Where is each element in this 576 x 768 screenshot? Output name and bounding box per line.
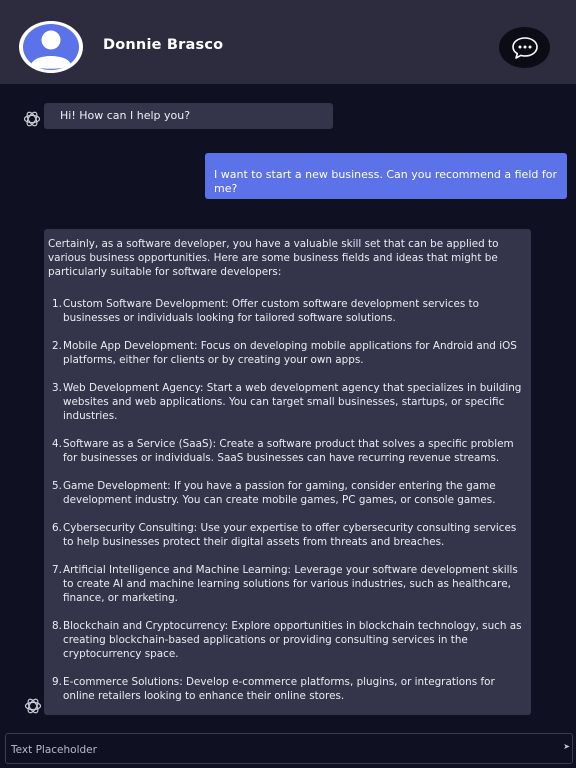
list-item: 2. Mobile App Development: Focus on developing mobile applications for Android and iOS platforms, either for clients or by creating your own apps. — [52, 340, 517, 366]
list-item: 6. Cybersecurity Consulting: Use your expertise to offer cybersecurity consulting services to help businesses protect their digital assets from threats and breaches. — [52, 522, 517, 548]
message-input-bar — [5, 733, 573, 764]
send-arrow-icon[interactable]: ➤ — [563, 742, 570, 751]
chat-button[interactable] — [499, 27, 550, 68]
list-item: 8. Blockchain and Cryptocurrency: Explore opportunities in blockchain technology, such as creating blockchain-based applications or providing consulting services in the cryptocurrency space. — [52, 620, 522, 660]
list-item: 9. E-commerce Solutions: Develop e-commerce platforms, plugins, or integrations for online retailers looking to enhance their online stores. — [52, 676, 495, 702]
user-name: Donnie Brasco — [103, 37, 224, 53]
list-item: 1. Custom Software Development: Offer custom software development services to businesses or individuals looking for tailored software solutions. — [52, 298, 479, 324]
chat-bubble-icon — [511, 36, 539, 60]
message-input[interactable] — [9, 740, 553, 760]
bot-avatar-icon — [24, 697, 42, 715]
bot-avatar-icon — [23, 110, 41, 128]
user-avatar-icon[interactable] — [19, 21, 83, 73]
list-item: 7. Artificial Intelligence and Machine Learning: Leverage your software development skills to create AI and machine learning solutions for various industries, such as healthcare, finance, or marketing. — [52, 564, 518, 604]
list-item: 3. Web Development Agency: Start a web development agency that specializes in building websites and web applications. You can target small businesses, startups, or specific industries. — [52, 382, 522, 422]
answer-list — [48, 297, 527, 703]
chat-header — [0, 0, 576, 84]
answer-intro: Certainly, as a software developer, you have a valuable skill set that can be applied to various business opportunities. Here are some business fields and ideas that might be particularly suitable for software developers: — [48, 238, 499, 278]
list-item: 4. Software as a Service (SaaS): Create a software product that solves a specific problem for businesses or individuals. SaaS businesses can have recurring revenue streams. — [52, 438, 514, 464]
bot-answer-message — [44, 229, 531, 715]
bot-greeting-message: Hi! How can I help you? — [44, 103, 333, 129]
user-message: I want to start a new business. Can you recommend a field for me? — [205, 153, 567, 199]
list-item: 5. Game Development: If you have a passion for gaming, consider entering the game development industry. You can create mobile games, PC games, or console games. — [52, 480, 496, 506]
